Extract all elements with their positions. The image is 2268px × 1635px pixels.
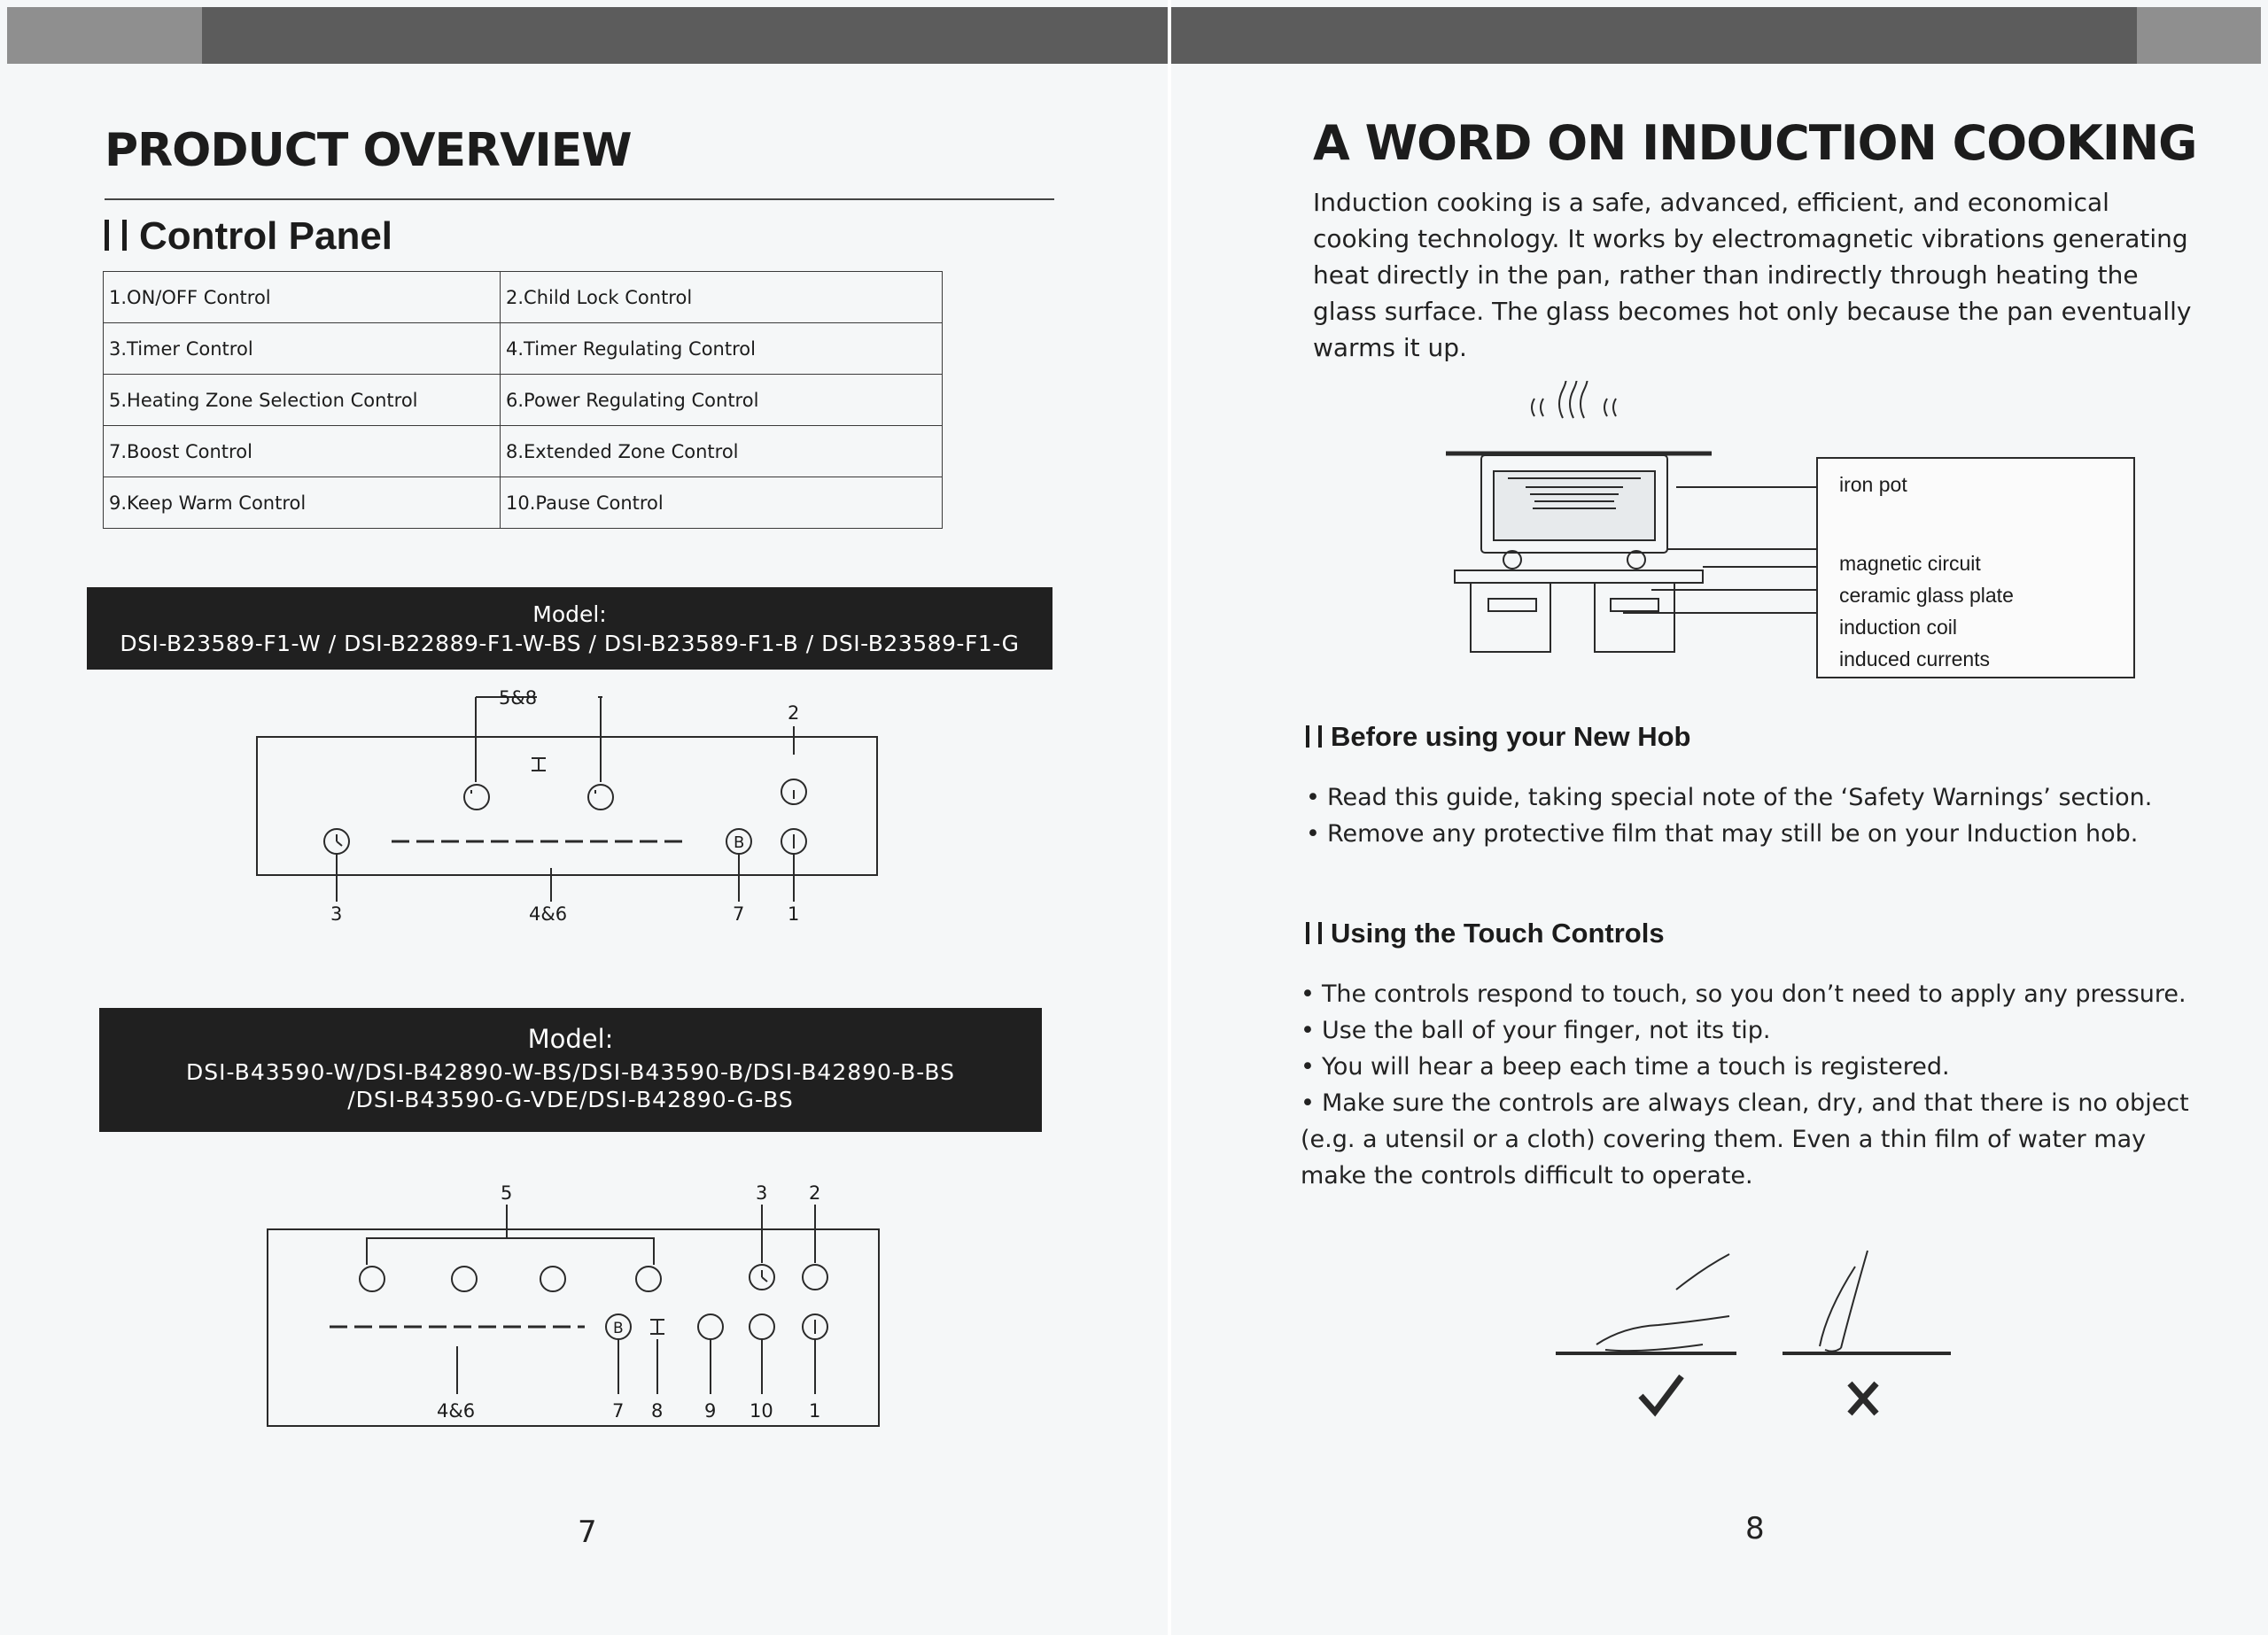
boost-glyph: B — [734, 833, 745, 852]
callout-3: 3 — [330, 903, 343, 925]
heading-bars-icon — [105, 220, 127, 251]
header-band — [1171, 7, 2261, 64]
table-row: 5.Heating Zone Selection Control 6.Power Regulating Control — [104, 375, 943, 426]
callout-1: 1 — [788, 903, 800, 925]
callout-2: 2 — [809, 1182, 821, 1204]
table-row: 1.ON/OFF Control 2.Child Lock Control — [104, 272, 943, 323]
list-item: • Use the ball of your finger, not its tip. — [1301, 1012, 2195, 1049]
right-page — [1171, 0, 2268, 1635]
page-title: PRODUCT OVERVIEW — [105, 124, 632, 177]
list-item: • You will hear a beep each time a touch is registered. — [1301, 1049, 2195, 1085]
touch-list — [1301, 976, 2195, 1194]
header-band — [7, 7, 1168, 64]
boost-glyph: B — [613, 1320, 624, 1337]
check-icon — [1641, 1376, 1682, 1412]
callout-5: 5 — [501, 1182, 513, 1204]
wrong-finger — [1820, 1251, 1868, 1352]
table-row: 3.Timer Control 4.Timer Regulating Control — [104, 323, 943, 375]
list-item: • Remove any protective film that may still be on your Induction hob. — [1306, 816, 2210, 852]
zone-button[interactable] — [452, 1267, 477, 1291]
intro-paragraph: Induction cooking is a safe, advanced, efficient, and economical cooking technology. It works by electromagnetic vibrations generating heat directly in the pan, rather than indirectly through heating the glass surface. The glass becomes hot only because the pan eventually warms it up. — [1313, 188, 2192, 362]
heading-bars-icon — [1306, 725, 1322, 748]
model-banner-2: Model: DSI-B43590-W/DSI-B42890-W-BS/DSI-B43590-B/DSI-B42890-B-BS /DSI-B43590-G-VDE/DSI-B42890-G-BS — [99, 1008, 1042, 1132]
child-lock-icon[interactable] — [803, 1265, 827, 1290]
zone-button[interactable] — [464, 785, 489, 810]
keep-warm-icon[interactable] — [698, 1314, 723, 1339]
heading-bars-icon — [1306, 922, 1322, 944]
page-number: 8 — [1745, 1511, 1765, 1546]
callout-3: 3 — [756, 1182, 768, 1204]
section-heading-control-panel: Control Panel — [105, 214, 392, 259]
list-item: • Make sure the controls are always clean, dry, and that there is no object (e.g. a utensil or a cloth) covering them. Even a thin film of water may make the controls difficult to operate. — [1301, 1085, 2195, 1194]
control-panel-diagram-1 — [239, 682, 895, 930]
title-divider — [105, 198, 1054, 200]
finger-illustration — [1543, 1231, 2199, 1435]
before-list — [1306, 779, 2210, 852]
zone-button[interactable] — [540, 1267, 565, 1291]
correct-finger — [1596, 1254, 1729, 1351]
list-item: • Read this guide, taking special note of the ‘Safety Warnings’ section. — [1306, 779, 2210, 816]
callout-2: 2 — [788, 702, 800, 724]
controls-table — [103, 271, 943, 529]
cross-icon — [1850, 1383, 1876, 1414]
callout-8: 8 — [651, 1400, 664, 1422]
callout-4and6: 4&6 — [437, 1400, 476, 1422]
model-banner-1: Model: DSI-B23589-F1-W / DSI-B22889-F1-W-BS / DSI-B23589-F1-B / DSI-B23589-F1-G — [87, 587, 1052, 670]
section-heading-before-using: Before using your New Hob — [1306, 721, 1690, 753]
page-title: A WORD ON INDUCTION COOKING — [1313, 115, 2197, 171]
table-row: 7.Boost Control 8.Extended Zone Control — [104, 426, 943, 477]
section-heading-touch-controls: Using the Touch Controls — [1306, 918, 1665, 949]
callout-5and8: 5&8 — [499, 687, 538, 709]
control-panel-diagram-2 — [257, 1169, 895, 1435]
zone-button[interactable] — [360, 1267, 384, 1291]
callout-10: 10 — [750, 1400, 773, 1422]
list-item: • The controls respond to touch, so you don’t need to apply any pressure. — [1301, 976, 2195, 1012]
diagram-legend: iron pot magnetic circuit ceramic glass plate induction coil induced currents — [1816, 457, 2135, 678]
panel-outline — [257, 737, 877, 875]
zone-button[interactable] — [636, 1267, 661, 1291]
pause-icon[interactable] — [750, 1314, 774, 1339]
glass-plate — [1455, 570, 1703, 583]
callout-1: 1 — [809, 1400, 821, 1422]
callout-4and6: 4&6 — [529, 903, 568, 925]
table-row: 9.Keep Warm Control 10.Pause Control — [104, 477, 943, 529]
callout-9: 9 — [704, 1400, 717, 1422]
page-number: 7 — [578, 1515, 597, 1550]
zone-button[interactable] — [588, 785, 613, 810]
callout-7: 7 — [612, 1400, 625, 1422]
callout-7: 7 — [733, 903, 745, 925]
